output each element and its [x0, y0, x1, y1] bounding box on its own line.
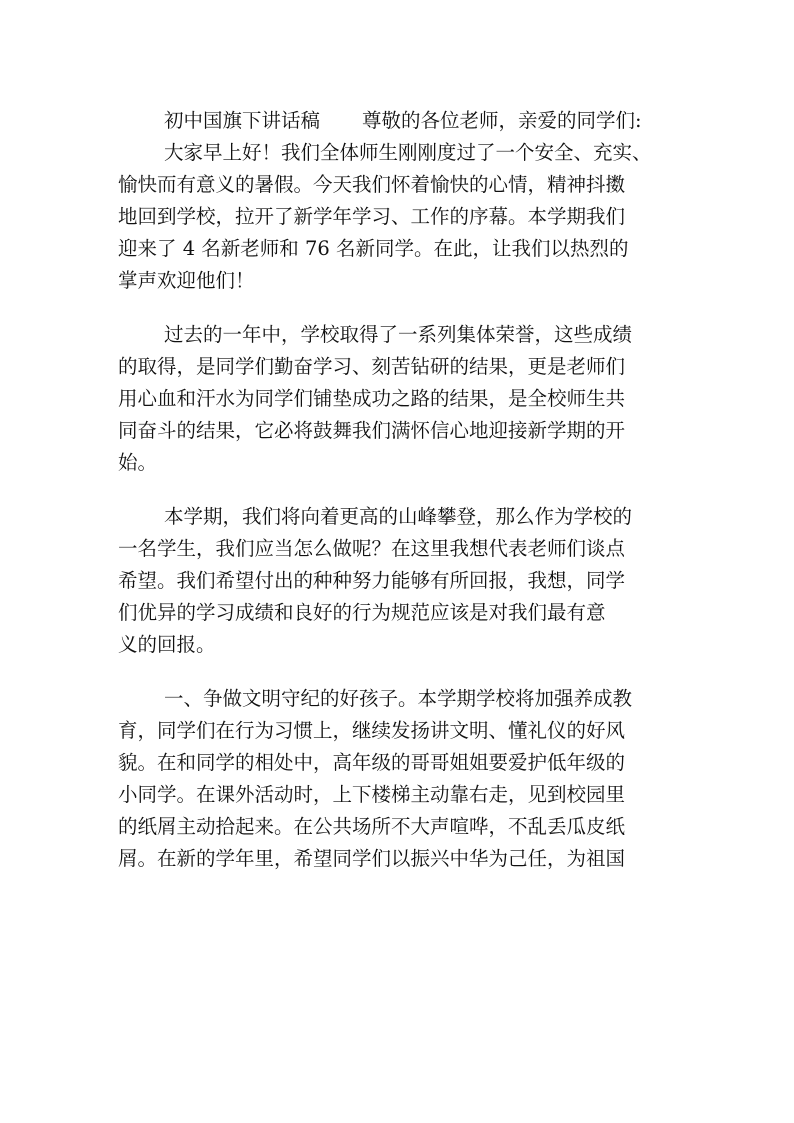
- paragraph-3: [118, 501, 678, 661]
- paragraph-line: 的取得，是同学们勤奋学习、刻苦钻研的结果，更是老师们: [118, 355, 626, 378]
- paragraph-line: 地回到学校，拉开了新学年学习、工作的序幕。本学期我们: [118, 205, 626, 228]
- paragraph-line: 屑。在新的学年里，希望同学们以振兴中华为己任，为祖国: [118, 847, 626, 870]
- paragraph-line: 们优异的学习成绩和良好的行为规范应该是对我们最有意: [118, 601, 606, 624]
- paragraph-2: [118, 319, 678, 479]
- paragraph-line: 育，同学们在行为习惯上，继续发扬讲文明、懂礼仪的好风: [118, 719, 626, 742]
- document-title: 初中国旗下讲话稿: [164, 109, 321, 132]
- paragraph-line: 小同学。在课外活动时，上下楼梯主动靠右走，见到校园里: [118, 783, 626, 806]
- paragraph-line: 始。: [118, 451, 158, 474]
- paragraph-line: 掌声欢迎他们！: [118, 269, 255, 292]
- paragraph-4: [118, 683, 678, 875]
- paragraph-line: 本学期，我们将向着更高的山峰攀登，那么作为学校的: [164, 505, 633, 528]
- paragraph-1: [118, 137, 678, 297]
- paragraph-line: 过去的一年中，学校取得了一系列集体荣誉，这些成绩: [164, 323, 633, 346]
- title-line: [118, 105, 678, 137]
- paragraph-line: 一名学生，我们应当怎么做呢？在这里我想代表老师们谈点: [118, 537, 626, 560]
- paragraph-line: 希望。我们希望付出的种种努力能够有所回报，我想，同学: [118, 569, 626, 592]
- paragraph-line: 大家早上好！我们全体师生刚刚度过了一个安全、充实、: [164, 141, 652, 164]
- paragraph-line: 同奋斗的结果，它必将鼓舞我们满怀信心地迎接新学期的开: [118, 419, 626, 442]
- salutation: 尊敬的各位老师，亲爱的同学们:: [362, 109, 642, 132]
- paragraph-line: 用心血和汗水为同学们铺垫成功之路的结果，是全校师生共: [118, 387, 626, 410]
- paragraph-line: 义的回报。: [118, 633, 216, 656]
- paragraph-line: 的纸屑主动拾起来。在公共场所不大声喧哗，不乱丢瓜皮纸: [118, 815, 626, 838]
- paragraph-line: 愉快而有意义的暑假。今天我们怀着愉快的心情，精神抖擞: [118, 173, 626, 196]
- paragraph-line: 貌。在和同学的相处中，高年级的哥哥姐姐要爱护低年级的: [118, 751, 626, 774]
- document-body: [118, 105, 678, 875]
- paragraph-line: 一、争做文明守纪的好孩子。本学期学校将加强养成教: [164, 687, 633, 710]
- paragraph-line: 迎来了 4 名新老师和 76 名新同学。在此，让我们以热烈的: [118, 237, 629, 260]
